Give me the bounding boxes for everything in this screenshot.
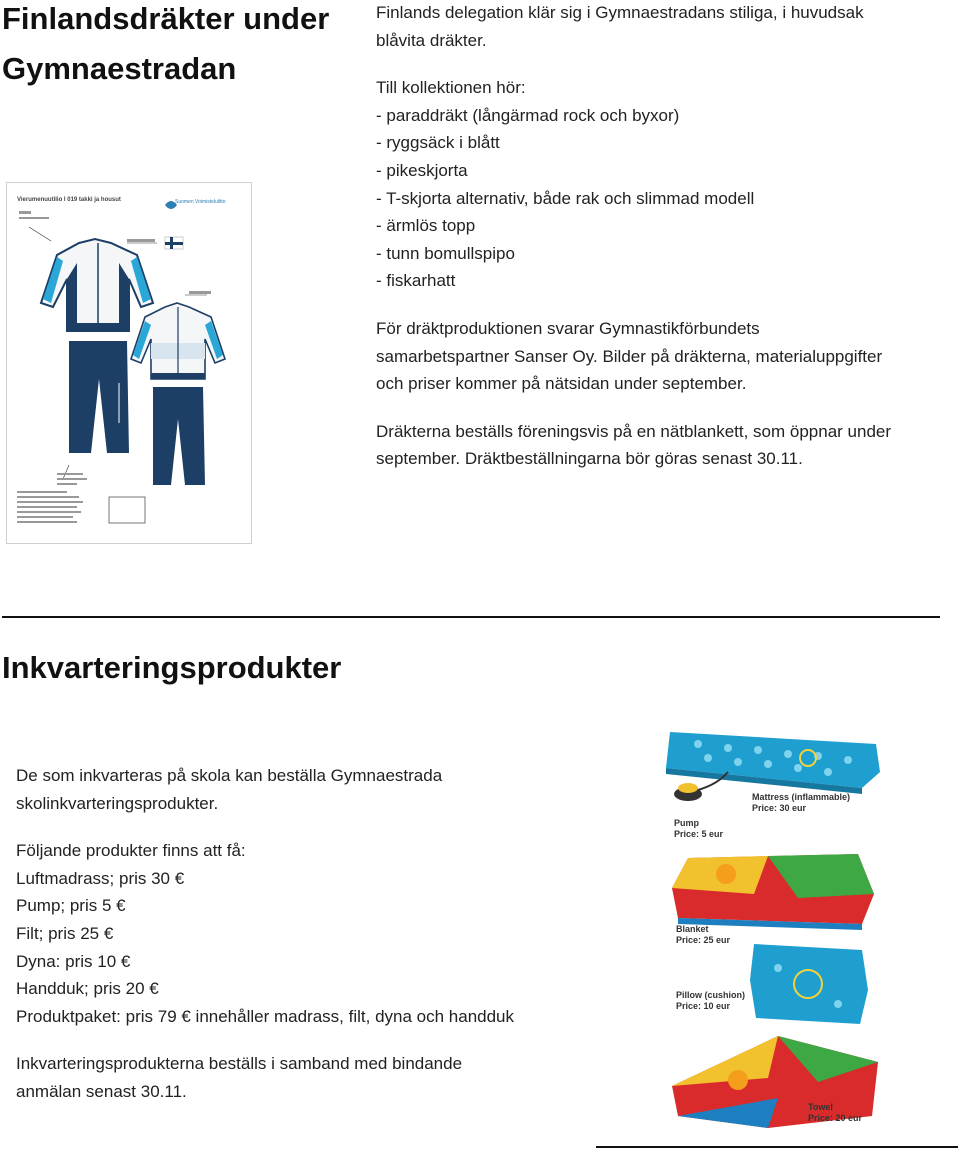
collection-item: - T-skjorta alternativ, både rak och slimmad modell [376,188,755,208]
closing-line-1: Inkvarteringsprodukterna beställs i samband med bindande [16,1054,463,1074]
production-line-2: samarbetspartner Sanser Oy. Bilder på dräkterna, materialuppgifter [376,346,883,366]
pump-name: Pump [674,818,700,828]
production-line-1: För dräktproduktionen svarar Gymnastikförbundets [376,318,760,338]
production-line-3: och priser kommer på nätsidan under september. [376,374,747,394]
intro-line-2: blåvita dräkter. [376,30,487,50]
brand-logo-mark [165,201,177,209]
product-item: Dyna: pris 10 € [16,951,131,971]
costume-description [376,0,956,473]
pump-price: Price: 5 eur [674,829,724,839]
pillow-caption [676,990,745,1012]
product-item: Pump; pris 5 € [16,896,126,916]
pillow-price: Price: 10 eur [676,1001,731,1011]
mattress-price: Price: 30 eur [752,803,807,813]
towel-price: Price: 20 eur [808,1113,863,1123]
page-title-line2: Gymnaestradan [2,51,237,86]
product-list-heading: Följande produkter finns att få: [16,841,246,861]
accommodation-text [16,762,636,1106]
accommodation-intro-line-1: De som inkvarteras på skola kan beställa Gymnaestrada [16,766,443,785]
towel-caption [808,1102,862,1124]
tracksuit-drawing [7,183,251,543]
towel-name: Towel [808,1102,833,1112]
pillow-image [750,944,868,1024]
blanket-image [672,854,874,930]
sketch-brand: Suomen Voimistelulitto [175,199,226,205]
product-item: Produktpaket: pris 79 € innehåller madrass, filt, dyna och handduk [16,1006,515,1026]
intro-line-1: Finlands delegation klär sig i Gymnaestradans stiliga, i huvudsak [376,3,864,22]
product-item: Handduk; pris 20 € [16,979,159,999]
product-item: Filt; pris 25 € [16,923,114,943]
collection-heading: Till kollektionen hör: [376,78,526,98]
closing-line-2: anmälan senast 30.11. [16,1081,187,1101]
collection-item: - pikeskjorta [376,160,468,180]
collection-item: - ryggsäck i blått [376,133,500,153]
bottom-rule [596,1146,958,1148]
blanket-price: Price: 25 eur [676,935,731,945]
costume-sketch [6,182,252,544]
section-title: Inkvarteringsprodukter [2,650,342,685]
page-title-line1: Finlandsdräkter under [2,1,330,36]
collection-item: - tunn bomullspipo [376,243,515,263]
product-item: Luftmadrass; pris 30 € [16,868,185,888]
collection-item: - fiskarhatt [376,271,456,291]
mattress-caption [752,792,850,814]
blanket-name: Blanket [676,924,709,934]
order-line-1: Dräkterna beställs föreningsvis på en nätblankett, som öppnar under [376,421,892,441]
sketch-header: Vierumenuutilio I 019 takki ja housut [17,197,121,203]
pump-caption [674,818,723,840]
pillow-name: Pillow (cushion) [676,990,745,1000]
product-images [658,718,898,1138]
collection-item: - ärmlös topp [376,216,476,236]
page-title [2,0,329,94]
mattress-image [666,732,880,794]
accommodation-intro-line-2: skolinkvarteringsprodukter. [16,793,219,813]
collection-item: - paraddräkt (långärmad rock och byxor) [376,105,680,125]
mattress-name: Mattress (inflammable) [752,792,851,802]
section-divider [2,616,940,618]
blanket-caption [676,924,730,946]
order-line-2: september. Dräktbeställningarna bör göras senast 30.11. [376,449,803,469]
